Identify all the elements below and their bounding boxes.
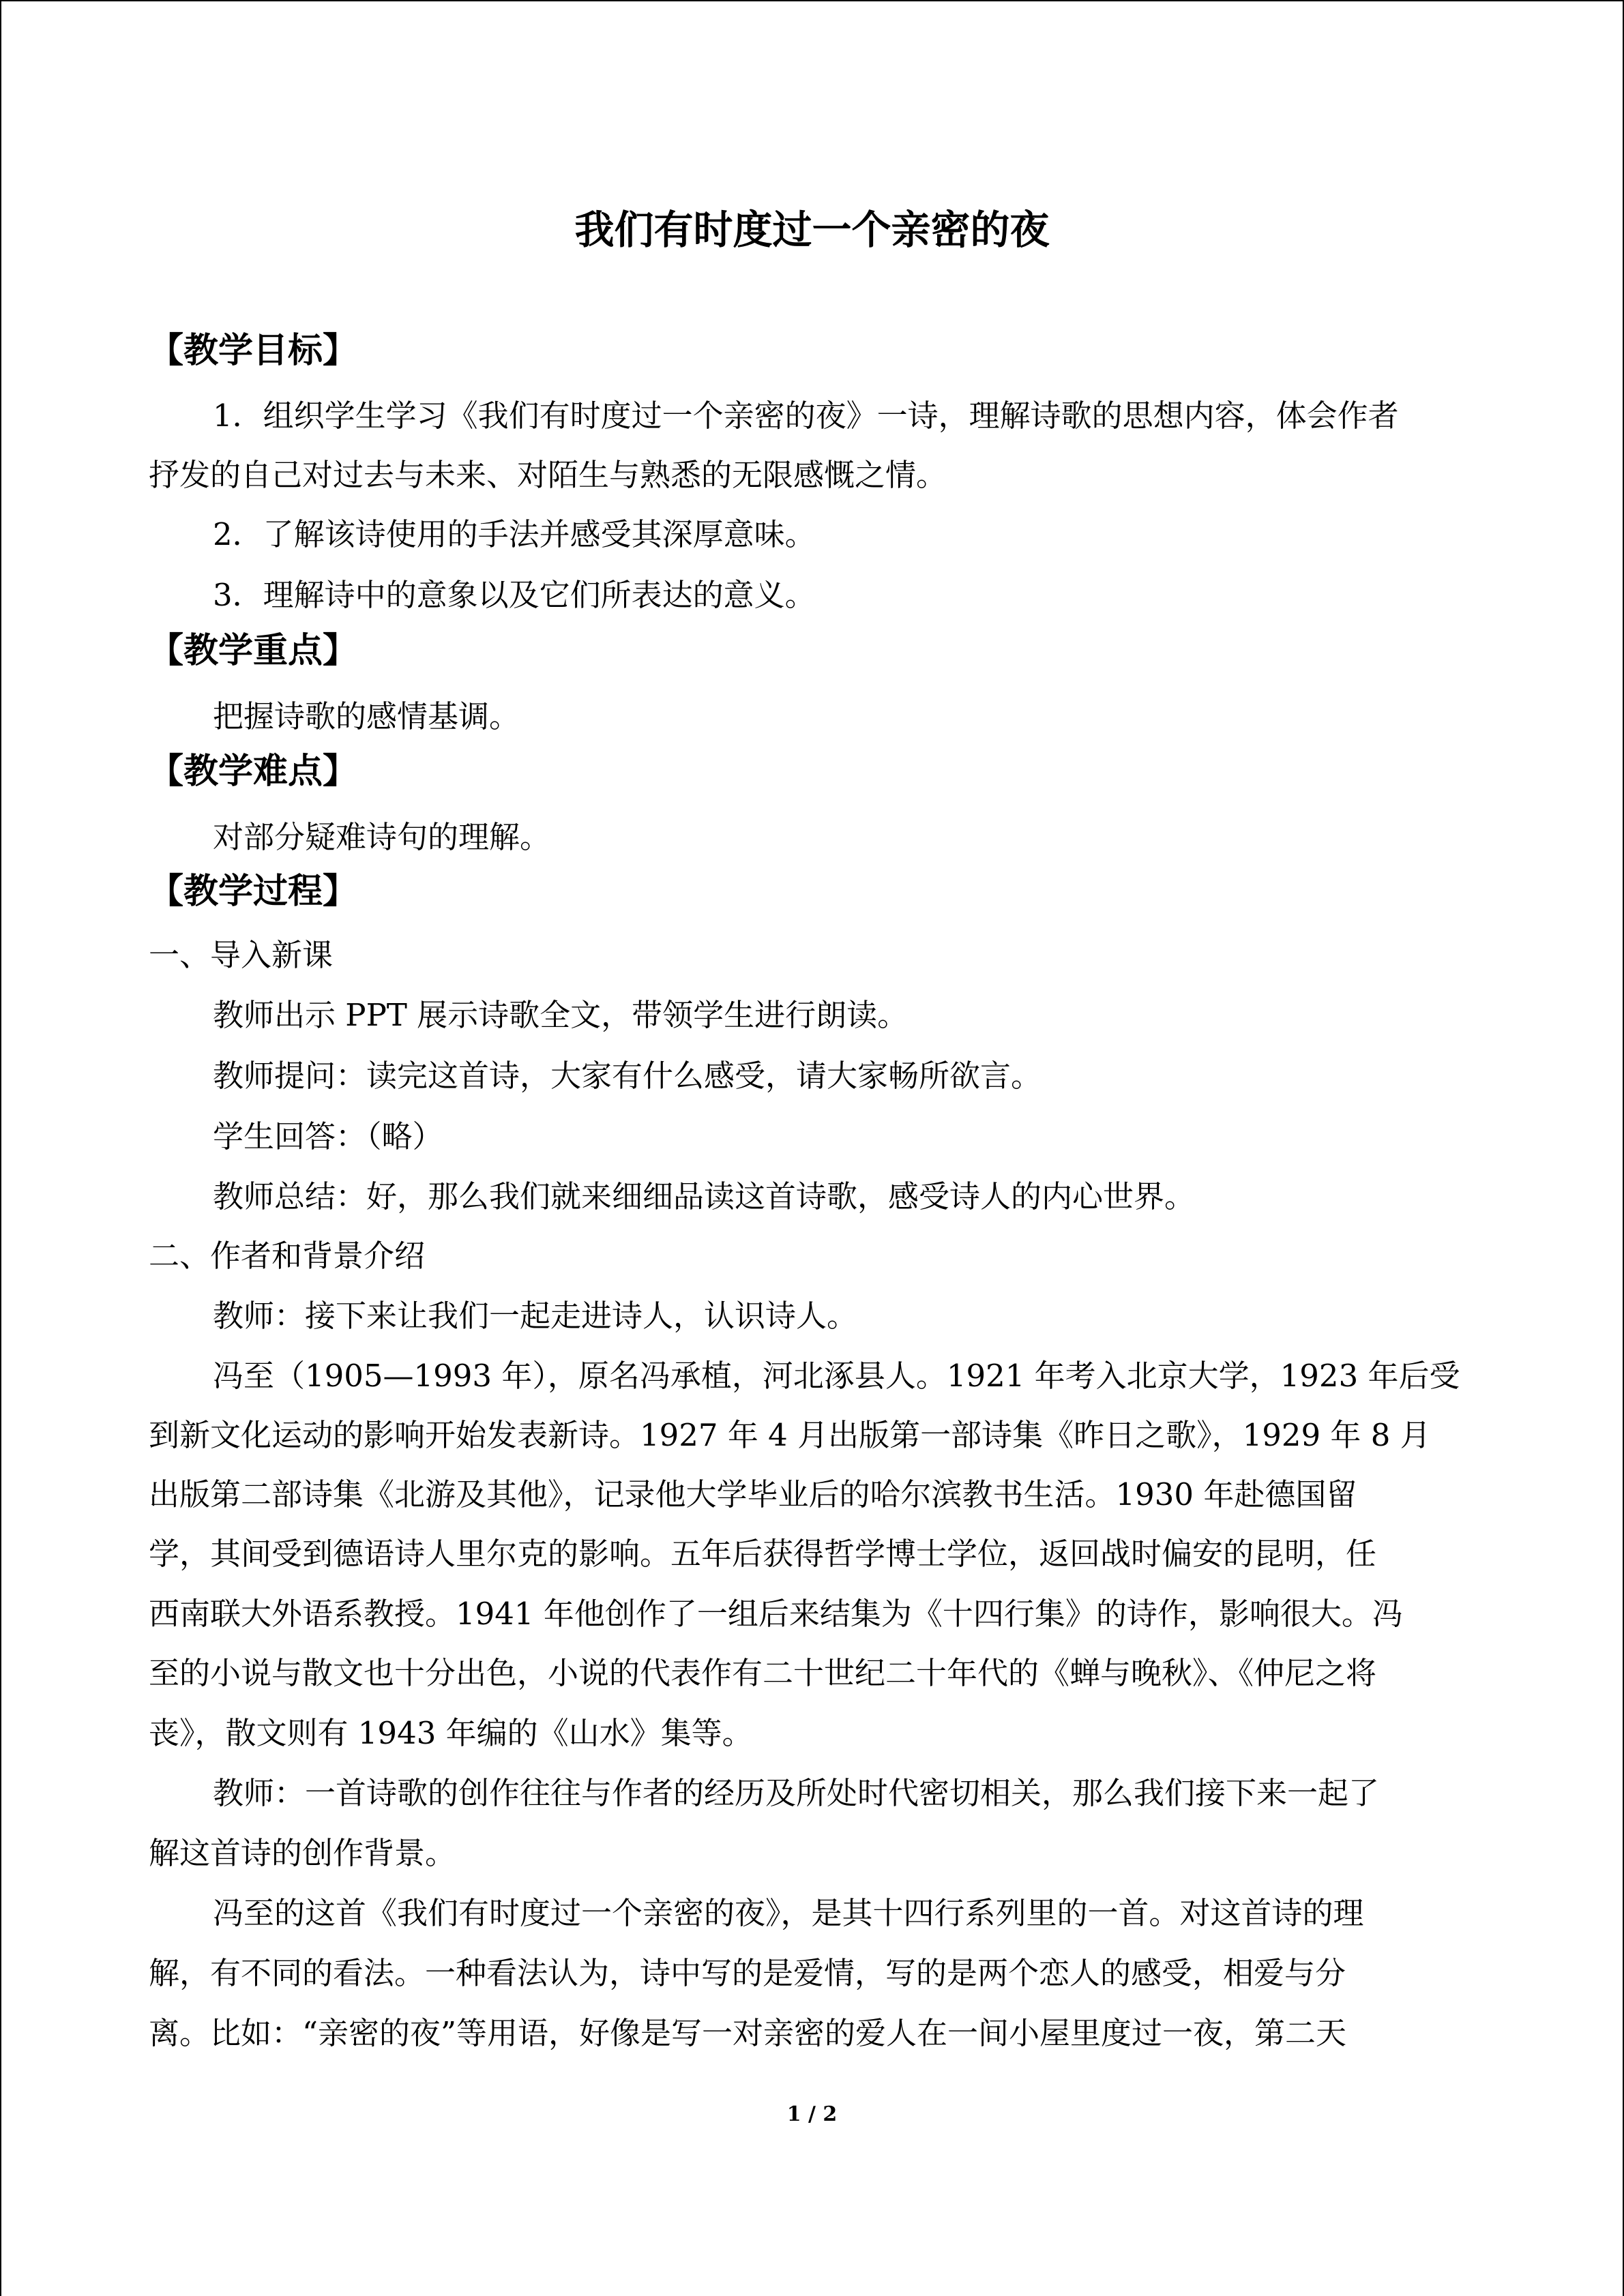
objective-line: 抒发的自己对过去与未来、对陌生与熟悉的无限感慨之情。 [149,457,947,493]
paragraph-line: 出版第二部诗集《北游及其他》，记录他大学毕业后的哈尔滨教书生活。1930 年赴德国留 [149,1476,1357,1512]
paragraph-line: 冯至的这首《我们有时度过一个亲密的夜》，是其十四行系列里的一首。对这首诗的理 [213,1895,1364,1931]
key-points-text: 把握诗歌的感情基调。 [213,698,520,734]
paragraph-line: 丧》，散文则有 1943 年编的《山水》集等。 [149,1715,753,1751]
difficulties-heading: 【教学难点】 [149,751,358,792]
objectives-heading: 【教学目标】 [149,331,358,371]
part2-title: 二、作者和背景介绍 [149,1238,426,1274]
page-border-top [0,0,1624,1]
paragraph-line: 西南联大外语系教授。1941 年他创作了一组后来结集为《十四行集》的诗作，影响很大。冯 [149,1596,1403,1632]
difficulties-text: 对部分疑难诗句的理解。 [213,819,551,855]
objective-line: 1．组织学生学习《我们有时度过一个亲密的夜》一诗，理解诗歌的思想内容，体会作者 [213,398,1399,434]
paragraph-line: 冯至（1905—1993 年），原名冯承植，河北涿县人。1921 年考入北京大学，1923 年后受 [213,1358,1460,1394]
paragraph-line: 解这首诗的创作背景。 [149,1835,456,1871]
page-border-left [0,0,1,2296]
paragraph-line: 离。比如：“亲密的夜”等用语，好像是写一对亲密的爱人在一间小屋里度过一夜，第二天 [149,2015,1347,2051]
paragraph-line: 教师总结：好，那么我们就来细细品读这首诗歌，感受诗人的内心世界。 [213,1178,1196,1214]
part1-title: 一、导入新课 [149,937,334,973]
paragraph-line: 教师：接下来让我们一起走进诗人，认识诗人。 [213,1298,858,1334]
key-points-heading: 【教学重点】 [149,631,358,671]
page-number: 1 / 2 [786,2102,838,2126]
document-title: 我们有时度过一个亲密的夜 [574,207,1050,253]
paragraph-line: 解，有不同的看法。一种看法认为，诗中写的是爱情，写的是两个恋人的感受，相爱与分 [149,1955,1346,1991]
paragraph-line: 学，其间受到德语诗人里尔克的影响。五年后获得哲学博士学位，返回战时偏安的昆明，任 [149,1536,1377,1572]
paragraph-line: 到新文化运动的影响开始发表新诗。1927 年 4 月出版第一部诗集《昨日之歌》，1929 年 8 月 [149,1417,1431,1453]
process-heading: 【教学过程】 [149,871,358,912]
paragraph-line: 教师提问：读完这首诗，大家有什么感受，请大家畅所欲言。 [213,1058,1042,1094]
objective-line: 3．理解诗中的意象以及它们所表达的意义。 [213,577,816,613]
objective-line: 2．了解该诗使用的手法并感受其深厚意味。 [213,516,816,552]
paragraph-line: 至的小说与散文也十分出色，小说的代表作有二十世纪二十年代的《蝉与晚秋》、《仲尼之将 [149,1655,1377,1691]
paragraph-line: 教师：一首诗歌的创作往往与作者的经历及所处时代密切相关，那么我们接下来一起了 [213,1775,1380,1811]
paragraph-line: 教师出示 PPT 展示诗歌全文，带领学生进行朗读。 [213,997,909,1033]
paragraph-line: 学生回答：（略） [213,1118,443,1154]
